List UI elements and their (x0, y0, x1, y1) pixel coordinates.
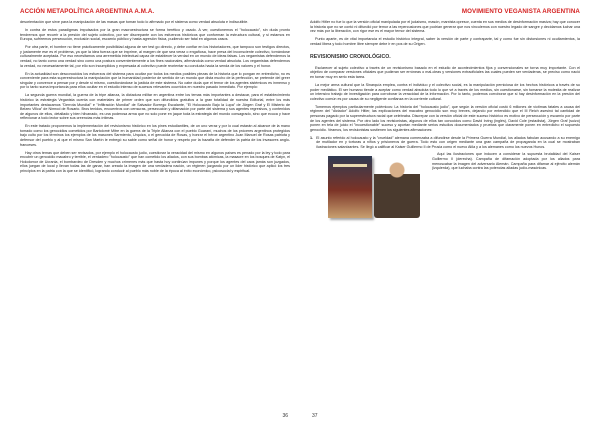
image-caption-text: Aquí las ilustraciones que inducen a considerar la supuesta brutalidad del Kaiser Guillermo II (derecha). Campaña de difamación adoptada por los aliados para menoscabar la imagen del adversario Alemán. Campaña para difamar al ejército alemán (izquierda), que luchaba contra las potencias aliadas judío-masónicas. (432, 152, 580, 171)
section-title: REVISIONISMO CRONOLÓGICO. (310, 54, 391, 61)
right-text-column (310, 20, 580, 222)
page-number: 36 (282, 413, 288, 419)
list-item-text: El asunto referido al holocausto y la "crueldad" alemana comenzaba a difundirse desde la Primera Guerra Mundial, los aliados fabulan acusando a su enemigo de mutilador en y torturas a niños y prisioneros de guerra. Todo esto con origen mediante una gran campaña de propaganda en la cual se mostraban ilustraciones satanizantes. Se llegó a calificar al Kaiser Guillermo II de Prusia como el nuevo Atila y a los alemanes como los nuevos Hunos. (316, 135, 580, 149)
list-item-number: 1. (310, 135, 314, 140)
paragraph: Por otra parte, el hombre no tiene prácticamente posibilidad alguna de ser test go directo, y debe confiar en los historiadores, que tampoco son testigos directos, y justamente ese es el problema, ya que la idea fuerza que se imprime, al margen de que sea veraz o engañosa, hace presa del inconsciente colectivo, tornándose culturalmente aceptada. Por eso necesitamos una arremetida intelectual capaz de establecer la verdad en un mundo de ideas falsas. Los vegamistas defendemos la verdad, no tanto como una verdad sino como una postura convenientemente a los fines nacionales, afirmándola como verdad absoluta. Los vegamistas defendemos la verdad, no necesariamente tal, por ello son incumplidos y expresada al colectivo puede reorientar su conducta hacia la senda de los valores y el honor. (20, 45, 290, 68)
paragraph: La mejor arma cultural que la Sinarquía emplea, contra el individuo y el colectivo social, es la manipulación perniciosa de los hechos históricos a través de su poder mediático. El ser humano tiende a aceptar como verdad absoluta todo lo que vé a través de los medios, sin cuestionarse, sin tomarse la molestia de realizar un intensivo trabajo de investigación para corroborar la veracidad de la información. Por lo tanto, podemos corroborar que si hay desinformación en la presión del colectivo común es por causa de su negligente confianza en la corriente cultural. (310, 83, 580, 101)
paragraph: En este tratado proponemos la implementación del revisionismo histórico en los pines estudiantiles, de un uno veraz y por lo cual estarán al alcance de la mano tomado como los genocidios cometidos por Bartolomé Mitre en la guerra de la Triple Alianza con el pueblo Guaraní, muchos de los próceres argentinos protegidos bajo culto por los términos los ejemplos de los masones Sarmiento, Urquiza, o el genocida de Rosas, y honrar el héroe argentino Juan Manuel de Rosas patriota y defensor del pueblo y al que el mismo San Martín le entregó su sable como señal de honor y respeto por la hazaña de defender la patria de los invasores anglo-franceses. (20, 124, 290, 147)
left-text-column (20, 20, 290, 173)
book-icon (328, 156, 372, 218)
right-page (300, 0, 600, 424)
paragraph: Adolfo Hitler no fue lo que la versión oficial manipulada por el judaísmo, masón, marxista opresor, cuenta en sus medios de desinformación masiva; hay que conocer la historia que no se contó ni difundió por temor a las repercusiones que podrían generar que nos vinculemos con nuestro legado de sangre y decidamos luchar una vez más por la liberación, con rigor ese es el mayor temor del sistema. (310, 20, 580, 34)
paragraph: En la actualidad son desconocidos los esfuerzos del sistema para ocultar por todos los medios posibles piezas de la historia que lo pongan en entredicho, no es conveniente para esta superestructura la manipulación que la humanidad posterior de sentido de un mundo que dista mucho de la perfección, se pretende del greer singular y convence a pensar por y desde sí mismo, cuestionándose la justicia de este sistema. No cabe duda que el temor de los agentes sistémicos es inmenso y por lo tanto suma importancia para ellos ocultar en el estudio intenso de sucesos relevantes ocurridos en nuestro pasado inmediato. Por ejemplo: (20, 71, 290, 90)
list-item (310, 136, 580, 150)
left-page-header: ACCIÓN METAPOLÍTICA ARGENTINA A.M.A. (20, 8, 155, 15)
paragraph: Hay otros temas que deben ser revisados, por ejemplo el holocausto judío, cuestionar la veracidad del mismo en algunos países es penado por la ley y todo para encubrir un genocidio macabro y terrible, el verdadero "holocausto" que han cometido los aliados, con sus bombas atómicas, la masacre en los bosques de Katyn, el Holodomor de Ucrania, el bombardeo de Dresden y muchos crímenes más que hasta hoy continúan impunes y porque los agentes del caos jamás son juzgados, ellos juegan de local y llevan todas las de ganar, han creado la imagen de una verdadera nación, un régimen juzgando por un lider histórico que aplicó los tres principios en la patria con la que se identificó, logrando conducir al pueblo más noble de la época al éxito económico, psicosocial y espiritual. (20, 150, 290, 173)
paragraph: desorientación que sirve para la manipulación de las masas que toman todo lo afirmado por el sistema como verdad absoluta e indiscutible. (20, 20, 249, 24)
right-page-header: MOVIMIENTO VEGANISTA ARGENTINA (461, 8, 580, 15)
image-caption (432, 152, 580, 222)
page-number: 37 (312, 413, 318, 419)
book-cover-illustration (310, 152, 428, 222)
kaiser-portrait-icon (374, 158, 420, 218)
paragraph: Tomemos ejemplos particularmente polémicos: La historia del "holocausto judío", que según la versión oficial costó 6 millones de víctimas fatales a causa del régimen del "dictador" Adolfo Hitler, las explicaciones del macabro genocidio son muy breves, dejando por entendido que el III Reich asesinó tal cantidad de personas pagado por la superestructura racial que celebraba. Discrepar con la versión oficial de este suceso histórico es motivo de persecución y escarnio por parte de los agentes del sistema. Por otro lado los revisionistas, algunos de ellos tan conocidos como David Irving (inglés), David Cole (estadista), Jürgen Graf (suizo) ponen en tela de juicio el "incuestionable" suceso y aportan mediante serios estudios documentados y pruebas que claramente ponen en entredicho el supuesto genocidio. Veamos, los revisionistas sostienen los siguientes afirmaciones: (310, 104, 580, 132)
numbered-list (310, 136, 580, 150)
paragraph: La segunda guerra mundial, la guerra de la tripe alianza, la dictadura militar en argentina entre los temas más importantes a destacar, para el establecimiento histórico la estrategia Veganista cuenta con materiales de primer orden que son difundidos gratuitos a la gran totalidad de nuestra Editorial, entre los más importantes destacamos "Derrota Mundial" e "Infiltración Mundial" de Salvador Borrego Escalante, "El Holocausto Bajo la Lupa" de Jürgen Graf y El Misterio de Belzec Villca" de Nimrod de Rosario. Bros tenidos, encuentros con censuras, persecución y difamación por parte del sistema y sus agentes regresivos, y contenidos de algunos de ellos, detallado y bien hilvanado, es una poderosa arma que no solo pone en jaque toda la estrategia del mundo consagrado, sino que ecuca y hace reflexionar a todo lector sobre sus creencias más íntimas. (20, 93, 290, 121)
paragraph: In contra de estos paradigmas impulsados por la gran macroestructura se forma herético y osado. A ver, cuestionemos el "holocausto", sin duda pronto tendremos que recurrir a la presión del sujeto colectivo, por ser discrepante con los esfuerzos históricos que conforman la estructura cultural, y si estamos en Europa, sufriremos persecución, exclusión social, escarnio público y hasta agresión física, pudiendo ser fatal en algunos casos. (20, 28, 290, 42)
paragraph: Esclarecer al sujeto colectivo a través de un revisionismo basado en el estudio de acontecimientos fijos y convencionales se torna muy importante. Con el objetivo de comparar versiones oficiales que pudieran ser erróneas o mal-cleas y versiones extraoficiales las cuales pueden ser verdaderas, se preciso como nació en tomar muy en serio esta tarea. (310, 65, 580, 79)
paragraph: Punto aparte, es de vital importancia el estudio histórico integral, saber la versión de parte y contraparte, tal y como fue sin distorsiones ni ocultamientos, la verdad libera y todo hombre libre siempre debe ir en pos de su Origen. (310, 37, 580, 46)
illustration-row (310, 152, 580, 222)
